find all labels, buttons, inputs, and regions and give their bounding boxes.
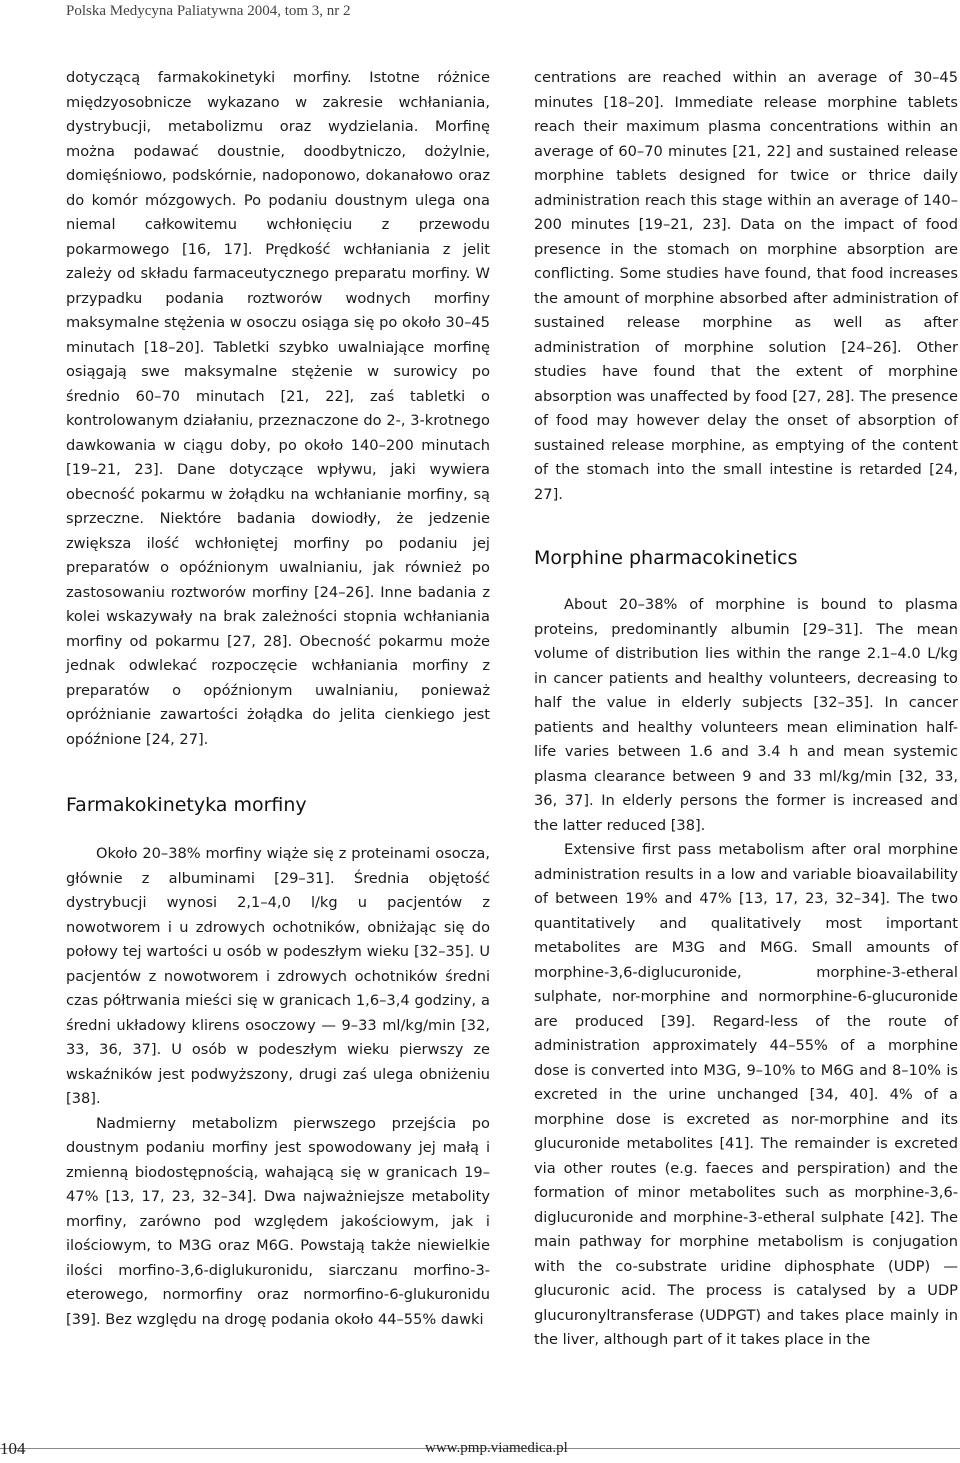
body-paragraph: centrations are reached within an average of 30–45 minutes [18–20]. Immediate release morphine tablets reach their maximum plasma concentrations within an average of 60–70 minutes [21, 22] and sustained release morphine tablets designed for twice or thrice daily administration reach this stage within an average of 140–200 minutes [19–21, 23]. Data on the impact of food presence in the stomach on morphine absorption are conflicting. Some studies have found, that food increases the amount of morphine absorbed after administration of sustained release morphine as well as after administration of morphine solution [24–26]. Other studies have found that the extent of morphine absorption was unaffected by food [27, 28]. The presence of food may however delay the onset of absorption of sustained release morphine, as emptying of the content of the stomach into the small intestine is retarded [24, 27]. — [534, 69, 958, 503]
body-paragraph: dotyczącą farmakokinetyki morfiny. Istotne różnice międzyosobnicze wykazano w zakresie wchłaniania, dystrybucji, metabolizmu oraz wydzielania. Morfinę można podawać doustnie, doodbytniczo, dożylnie, domięśniowo, podskórnie, nadoponowo, dokanałowo oraz do komór mózgowych. Po podaniu doustnym ulega ona niemal całkowitemu wchłonięciu z przewodu pokarmowego [16, 17]. Prędkość wchłaniania z jelit zależy od składu farmaceutycznego preparatu morfiny. W przypadku podania roztworów wodnych morfiny maksymalne stężenia w osoczu osiąga się po około 30–45 minutach [18–20]. Tabletki szybko uwalniające morfinę osiągają swe maksymalne stężenie w surowicy po średnio 60–70 minutach [21, 22], zaś tabletki o kontrolowanym działaniu, przeznaczone do 2-, 3-krotnego dawkowania w ciągu doby, po około 140–200 minutach [19–21, 23]. Dane dotyczące wpływu, jaki wywiera obecność pokarmu w żołądku na wchłanianie morfiny, są sprzeczne. Niektóre badania dowiodły, że jedzenie zwiększa ilość wchłoniętej morfiny po podaniu jej preparatów o opóźnionym uwalnianiu, jak również po zastosowaniu roztworów morfiny [24–26]. Inne badania z kolei wskazywały na brak zależności stopnia wchłaniania morfiny od pokarmu [27, 28]. Obecność pokarmu może jednak odwlekać rozpoczęcie wchłaniania morfiny z preparatów o opóźnionym uwalnianiu, ponieważ opróżnianie zawartości żołądka do jelita cienkiego jest opóźnione [24, 27]. — [66, 69, 490, 748]
right-column — [534, 66, 958, 1353]
body-paragraph: About 20–38% of morphine is bound to plasma proteins, predominantly albumin [29–31]. The mean volume of distribution lies within the range 2.1–4.0 L/kg in cancer patients and healthy volunteers, decreasing to half the value in elderly subjects [32–35]. In cancer patients and healthy volunteers mean elimination half-life varies between 1.6 and 3.4 h and mean systemic plasma clearance between 9 and 33 ml/kg/min [32, 33, 36, 37]. In elderly persons the former is increased and the latter reduced [38]. — [534, 596, 958, 834]
body-paragraph: Nadmierny metabolizm pierwszego przejścia po doustnym podaniu morfiny jest spowodowany jej małą i zmienną biodostępnością, wahającą się w granicach 19–47% [13, 17, 23, 32–34]. Dwa najważniejsze metabolity morfiny, zarówno pod względem jakościowym, jak i ilościowym, to M3G oraz M6G. Powstają także niewielkie ilości morfino-3,6-diglukuronidu, siarczanu morfino-3-eterowego, normorfiny oraz normorfino-6-glukuronidu [39]. Bez względu na drogę podania około 44–55% dawki — [66, 1114, 490, 1328]
footer-url[interactable]: www.pmp.viamedica.pl — [425, 1440, 568, 1456]
body-paragraph: Extensive first pass metabolism after oral morphine administration results in a low and variable bioavailability of between 19% and 47% [13, 17, 23, 32–34]. The two quantitatively and qualitatively most important metabolites are M3G and M6G. Small amounts of morphine-3,6-diglucuronide, morphine-3-etheral sulphate, nor-morphine and normorphine-6-glucuronide are produced [39]. Regard-less of the route of administration approximately 44–55% of a morphine dose is converted into M3G, 9–10% to M6G and 8–10% is excreted in the urine unchanged [34, 40]. 4% of a morphine dose is excreted as nor-morphine and its glucuronide metabolites [41]. The remainder is excreted via other routes (e.g. faeces and perspiration) and the formation of minor metabolites such as morphine-3,6-diglucuronide and morphine-3-etheral sulphate [42]. The main pathway for morphine metabolism is conjugation with the co-substrate uridine diphosphate (UDP) — glucuronic acid. The process is catalysed by a UDP glucuronyltransferase (UDPGT) and takes place mainly in the liver, although part of it takes place in the — [534, 841, 958, 1348]
section-heading: Morphine pharmacokinetics — [534, 547, 798, 569]
body-paragraph: Około 20–38% morfiny wiąże się z proteinami osocza, głównie z albuminami [29–31]. Średnia objętość dystrybucji wynosi 2,1–4,0 l/kg u pacjentów z nowotworem i u zdrowych ochotników, obniżając się do połowy tej wartości u osób w podeszłym wieku [32–35]. U pacjentów z nowotworem i zdrowych ochotników średni czas półtrwania mieści się w granicach 1,6–3,4 godziny, a średni układowy klirens osoczowy — 9–33 ml/kg/min [32, 33, 36, 37]. U osób w podeszłym wieku pierwszy ze wskaźników jest podwyższony, drugi zaś ulega obniżeniu [38]. — [66, 845, 490, 1107]
page-number: 104 — [0, 1439, 26, 1458]
running-head: Polska Medycyna Paliatywna 2004, tom 3, nr 2 — [66, 3, 351, 19]
left-column — [66, 66, 490, 1332]
section-heading: Farmakokinetyka morfiny — [66, 794, 307, 816]
